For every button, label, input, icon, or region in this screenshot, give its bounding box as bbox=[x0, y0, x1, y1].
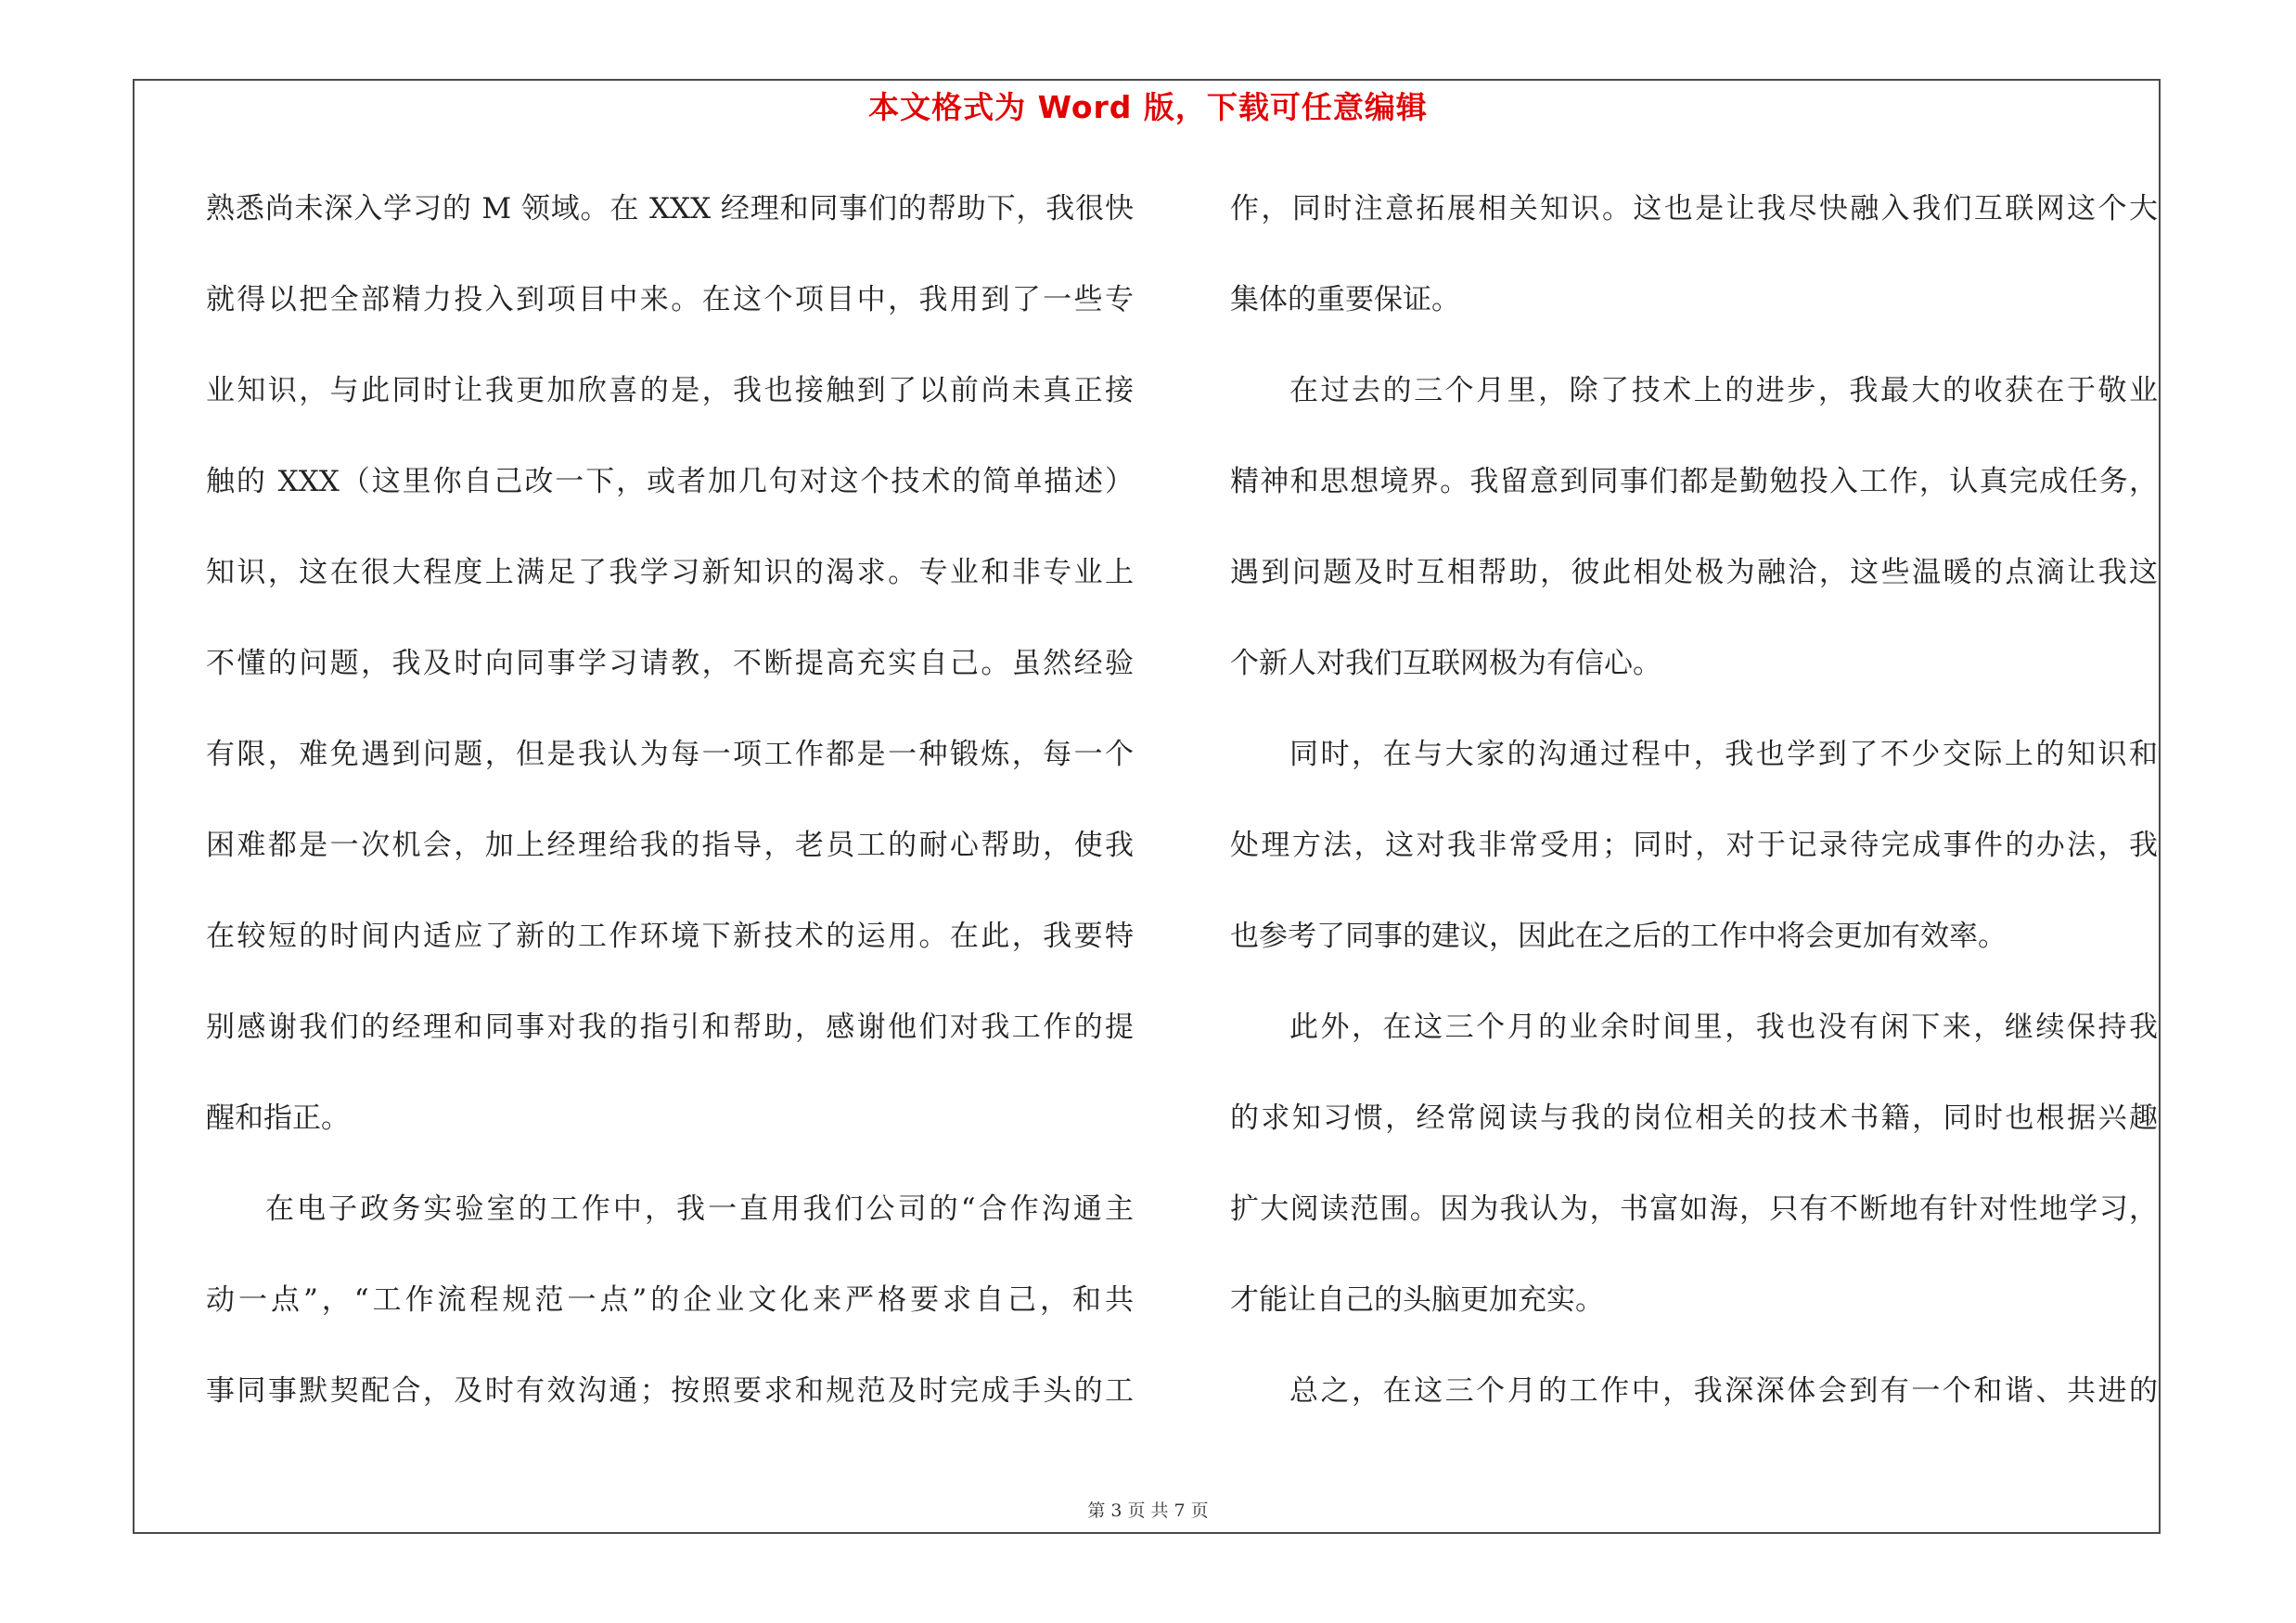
text-line: 处理方法，这对我非常受用；同时，对于记录待完成事件的办法，我 bbox=[1230, 829, 2158, 862]
text-line: 有限，难免遇到问题，但是我认为每一项工作都是一种锻炼，每一个 bbox=[206, 738, 1134, 771]
text-line: 触的 XXX（这里你自己改一下，或者加几句对这个技术的简单描述） bbox=[206, 465, 1134, 498]
text-line: 熟悉尚未深入学习的 M 领域。在 XXX 经理和同事们的帮助下，我很快 bbox=[206, 192, 1134, 225]
text-line: 也参考了同事的建议，因此在之后的工作中将会更加有效率。 bbox=[1230, 920, 2007, 953]
paragraph-start-line: 在过去的三个月里，除了技术上的进步，我最大的收获在于敬业 bbox=[1289, 374, 2158, 407]
text-line: 在较短的时间内适应了新的工作环境下新技术的运用。在此，我要特 bbox=[206, 920, 1134, 953]
page-number-footer: 第 3 页 共 7 页 bbox=[1087, 1501, 1209, 1521]
paragraph-start-line: 总之，在这三个月的工作中，我深深体会到有一个和谐、共进的 bbox=[1289, 1374, 2158, 1408]
text-line: 的求知习惯，经常阅读与我的岗位相关的技术书籍，同时也根据兴趣 bbox=[1230, 1101, 2158, 1135]
text-line: 别感谢我们的经理和同事对我的指引和帮助，感谢他们对我工作的提 bbox=[206, 1011, 1134, 1044]
text-line: 才能让自己的头脑更加充实。 bbox=[1230, 1283, 1604, 1317]
text-line: 遇到问题及时互相帮助，彼此相处极为融洽，这些温暖的点滴让我这 bbox=[1230, 556, 2158, 589]
text-line: 困难都是一次机会，加上经理给我的指导，老员工的耐心帮助，使我 bbox=[206, 829, 1134, 862]
text-line: 就得以把全部精力投入到项目中来。在这个项目中，我用到了一些专 bbox=[206, 283, 1134, 316]
text-line: 醒和指正。 bbox=[206, 1101, 350, 1135]
format-banner: 本文格式为 Word 版，下载可任意编辑 bbox=[868, 89, 1428, 125]
text-line: 精神和思想境界。我留意到同事们都是勤勉投入工作，认真完成任务， bbox=[1230, 465, 2158, 498]
paragraph-start-line: 同时，在与大家的沟通过程中，我也学到了不少交际上的知识和 bbox=[1289, 738, 2158, 771]
text-line: 动一点”，“工作流程规范一点”的企业文化来严格要求自己，和共 bbox=[206, 1283, 1134, 1317]
text-line: 作，同时注意拓展相关知识。这也是让我尽快融入我们互联网这个大 bbox=[1230, 192, 2158, 225]
text-line: 业知识，与此同时让我更加欣喜的是，我也接触到了以前尚未真正接 bbox=[206, 374, 1134, 407]
paragraph-start-line: 此外，在这三个月的业余时间里，我也没有闲下来，继续保持我 bbox=[1289, 1011, 2158, 1044]
left-column bbox=[206, 181, 1134, 1454]
text-line: 个新人对我们互联网极为有信心。 bbox=[1230, 647, 1661, 680]
text-line: 不懂的问题，我及时向同事学习请教，不断提高充实自己。虽然经验 bbox=[206, 647, 1134, 680]
text-line: 事同事默契配合，及时有效沟通；按照要求和规范及时完成手头的工 bbox=[206, 1374, 1134, 1408]
paragraph-start-line: 在电子政务实验室的工作中，我一直用我们公司的“合作沟通主 bbox=[265, 1192, 1134, 1226]
text-line: 集体的重要保证。 bbox=[1230, 283, 1460, 316]
right-column bbox=[1230, 181, 2158, 1454]
text-line: 知识，这在很大程度上满足了我学习新知识的渴求。专业和非专业上 bbox=[206, 556, 1134, 589]
text-line: 扩大阅读范围。因为我认为，书富如海，只有不断地有针对性地学习， bbox=[1230, 1192, 2158, 1226]
